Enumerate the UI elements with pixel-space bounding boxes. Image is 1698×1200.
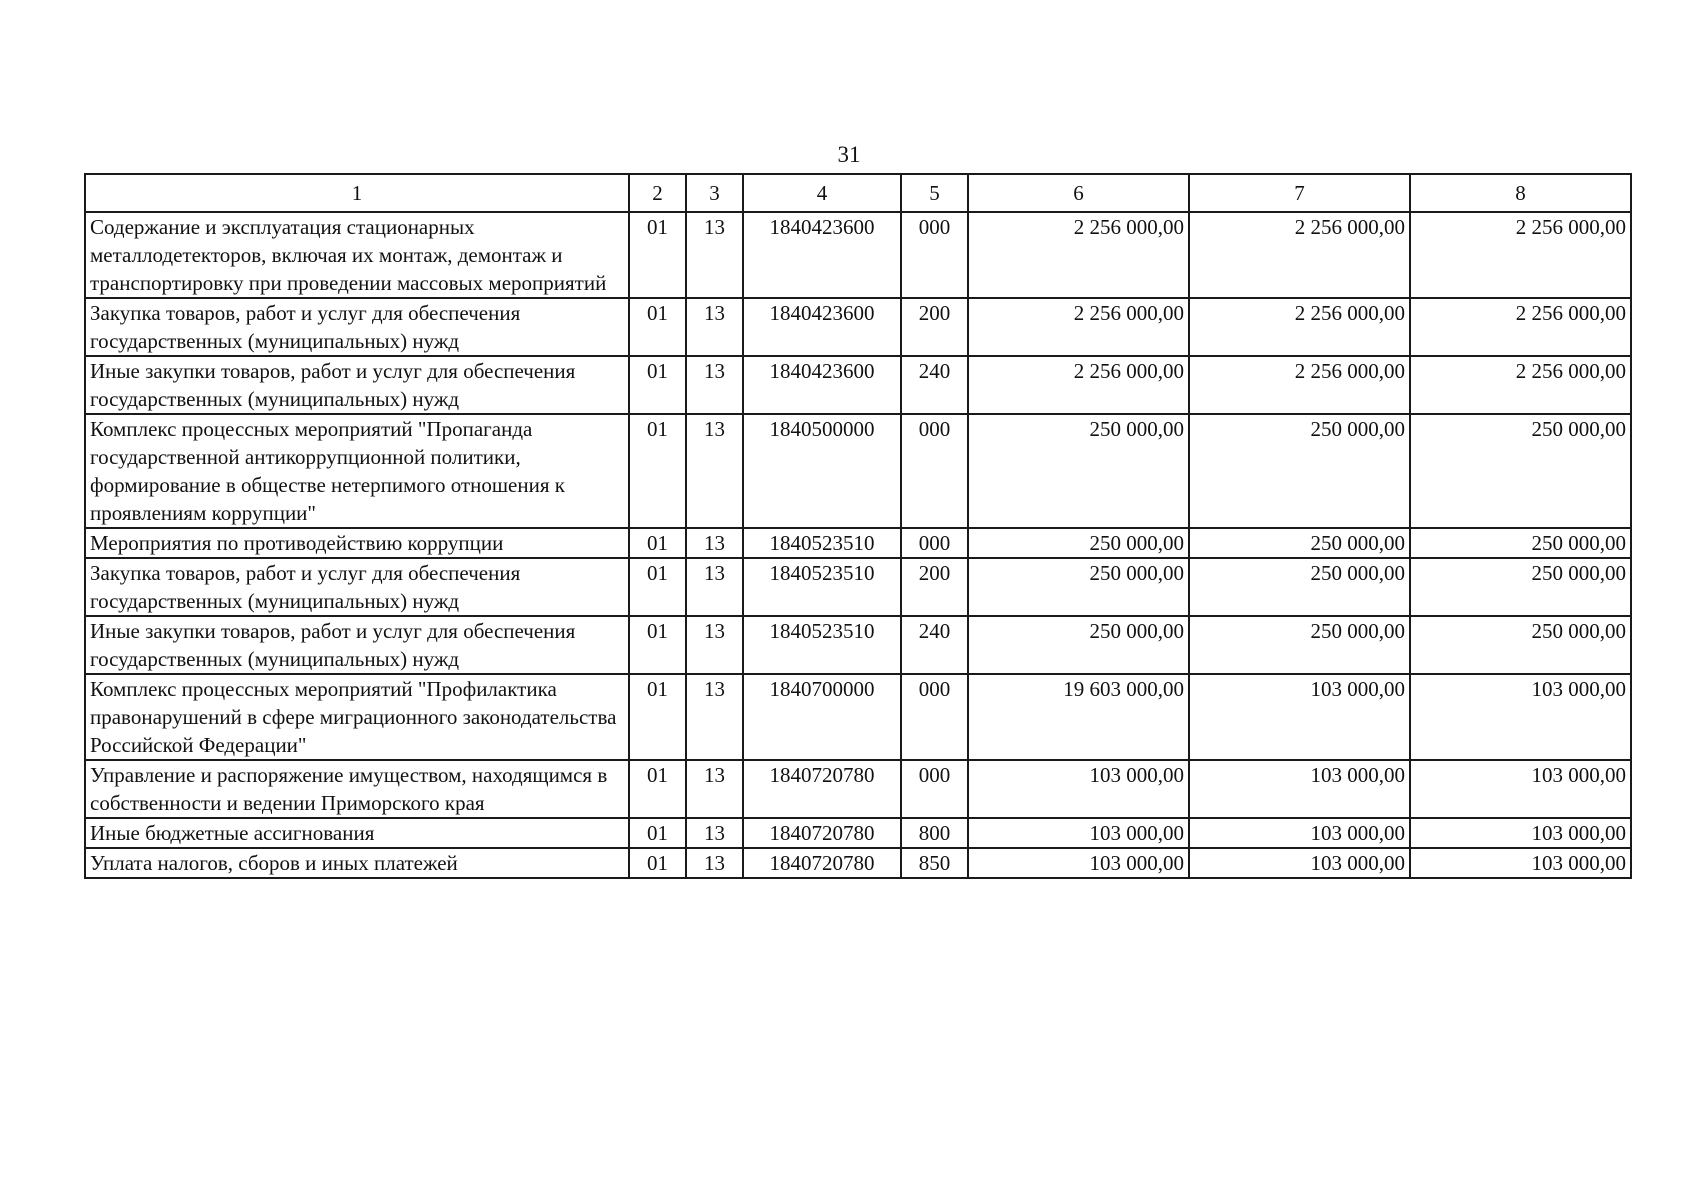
amount-col-8: 103 000,00 (1410, 760, 1631, 818)
row-name: Иные бюджетные ассигнования (85, 818, 629, 848)
amount-col-7: 250 000,00 (1189, 558, 1410, 616)
amount-col-8: 2 256 000,00 (1410, 212, 1631, 298)
subsection-code: 13 (686, 818, 743, 848)
subsection-code: 13 (686, 528, 743, 558)
budget-table (84, 173, 1632, 879)
row-name: Комплекс процессных мероприятий "Пропаганда государственной антикоррупционной политики, формирование в обществе нетерпимого отношения к проявлениям коррупции" (85, 414, 629, 528)
subsection-code: 13 (686, 356, 743, 414)
expense-type-code: 000 (901, 760, 968, 818)
amount-col-7: 2 256 000,00 (1189, 356, 1410, 414)
amount-col-6: 2 256 000,00 (968, 356, 1189, 414)
section-code: 01 (629, 848, 686, 878)
subsection-code: 13 (686, 558, 743, 616)
section-code: 01 (629, 760, 686, 818)
amount-col-7: 250 000,00 (1189, 414, 1410, 528)
expense-type-code: 200 (901, 558, 968, 616)
section-code: 01 (629, 298, 686, 356)
amount-col-7: 2 256 000,00 (1189, 212, 1410, 298)
amount-col-6: 19 603 000,00 (968, 674, 1189, 760)
column-header: 5 (901, 174, 968, 212)
table-row (85, 818, 1631, 848)
amount-col-7: 103 000,00 (1189, 818, 1410, 848)
target-article-code: 1840523510 (743, 616, 901, 674)
table-row (85, 298, 1631, 356)
page-number: 31 (837, 142, 861, 167)
subsection-code: 13 (686, 298, 743, 356)
amount-col-6: 250 000,00 (968, 558, 1189, 616)
amount-col-8: 103 000,00 (1410, 818, 1631, 848)
amount-col-6: 103 000,00 (968, 818, 1189, 848)
amount-col-7: 103 000,00 (1189, 848, 1410, 878)
expense-type-code: 800 (901, 818, 968, 848)
column-header: 6 (968, 174, 1189, 212)
row-name: Закупка товаров, работ и услуг для обеспечения государственных (муниципальных) нужд (85, 558, 629, 616)
amount-col-6: 2 256 000,00 (968, 298, 1189, 356)
expense-type-code: 000 (901, 674, 968, 760)
row-name: Иные закупки товаров, работ и услуг для обеспечения государственных (муниципальных) нужд (85, 616, 629, 674)
amount-col-6: 250 000,00 (968, 616, 1189, 674)
subsection-code: 13 (686, 414, 743, 528)
amount-col-6: 250 000,00 (968, 528, 1189, 558)
table-row (85, 558, 1631, 616)
section-code: 01 (629, 414, 686, 528)
amount-col-8: 250 000,00 (1410, 414, 1631, 528)
target-article-code: 1840700000 (743, 674, 901, 760)
target-article-code: 1840720780 (743, 818, 901, 848)
amount-col-8: 103 000,00 (1410, 848, 1631, 878)
amount-col-7: 103 000,00 (1189, 760, 1410, 818)
section-code: 01 (629, 356, 686, 414)
table-row (85, 674, 1631, 760)
section-code: 01 (629, 818, 686, 848)
section-code: 01 (629, 674, 686, 760)
table-row (85, 212, 1631, 298)
section-code: 01 (629, 528, 686, 558)
column-header: 1 (85, 174, 629, 212)
row-name: Управление и распоряжение имуществом, находящимся в собственности и ведении Приморского края (85, 760, 629, 818)
table-row (85, 414, 1631, 528)
subsection-code: 13 (686, 760, 743, 818)
amount-col-8: 2 256 000,00 (1410, 298, 1631, 356)
section-code: 01 (629, 558, 686, 616)
expense-type-code: 850 (901, 848, 968, 878)
amount-col-6: 103 000,00 (968, 760, 1189, 818)
amount-col-8: 250 000,00 (1410, 616, 1631, 674)
table-row (85, 528, 1631, 558)
target-article-code: 1840423600 (743, 356, 901, 414)
table-row (85, 760, 1631, 818)
target-article-code: 1840720780 (743, 760, 901, 818)
row-name: Содержание и эксплуатация стационарных металлодетекторов, включая их монтаж, демонтаж и транспортировку при проведении массовых мероприятий (85, 212, 629, 298)
table-row (85, 848, 1631, 878)
column-header: 2 (629, 174, 686, 212)
target-article-code: 1840523510 (743, 558, 901, 616)
amount-col-8: 103 000,00 (1410, 674, 1631, 760)
amount-col-6: 2 256 000,00 (968, 212, 1189, 298)
table-row (85, 616, 1631, 674)
subsection-code: 13 (686, 616, 743, 674)
header-row (85, 174, 1631, 212)
target-article-code: 1840423600 (743, 212, 901, 298)
subsection-code: 13 (686, 212, 743, 298)
row-name: Комплекс процессных мероприятий "Профилактика правонарушений в сфере миграционного законодательства Российской Федерации" (85, 674, 629, 760)
amount-col-8: 250 000,00 (1410, 558, 1631, 616)
table-row (85, 356, 1631, 414)
expense-type-code: 240 (901, 616, 968, 674)
target-article-code: 1840720780 (743, 848, 901, 878)
expense-type-code: 000 (901, 414, 968, 528)
amount-col-6: 103 000,00 (968, 848, 1189, 878)
subsection-code: 13 (686, 848, 743, 878)
section-code: 01 (629, 212, 686, 298)
expense-type-code: 000 (901, 528, 968, 558)
row-name: Иные закупки товаров, работ и услуг для обеспечения государственных (муниципальных) нужд (85, 356, 629, 414)
target-article-code: 1840523510 (743, 528, 901, 558)
amount-col-6: 250 000,00 (968, 414, 1189, 528)
expense-type-code: 200 (901, 298, 968, 356)
amount-col-7: 2 256 000,00 (1189, 298, 1410, 356)
column-header: 4 (743, 174, 901, 212)
section-code: 01 (629, 616, 686, 674)
amount-col-7: 250 000,00 (1189, 616, 1410, 674)
amount-col-7: 250 000,00 (1189, 528, 1410, 558)
row-name: Уплата налогов, сборов и иных платежей (85, 848, 629, 878)
column-header: 3 (686, 174, 743, 212)
subsection-code: 13 (686, 674, 743, 760)
target-article-code: 1840423600 (743, 298, 901, 356)
column-header: 8 (1410, 174, 1631, 212)
target-article-code: 1840500000 (743, 414, 901, 528)
expense-type-code: 000 (901, 212, 968, 298)
row-name: Закупка товаров, работ и услуг для обеспечения государственных (муниципальных) нужд (85, 298, 629, 356)
amount-col-8: 250 000,00 (1410, 528, 1631, 558)
expense-type-code: 240 (901, 356, 968, 414)
amount-col-8: 2 256 000,00 (1410, 356, 1631, 414)
column-header: 7 (1189, 174, 1410, 212)
row-name: Мероприятия по противодействию коррупции (85, 528, 629, 558)
amount-col-7: 103 000,00 (1189, 674, 1410, 760)
